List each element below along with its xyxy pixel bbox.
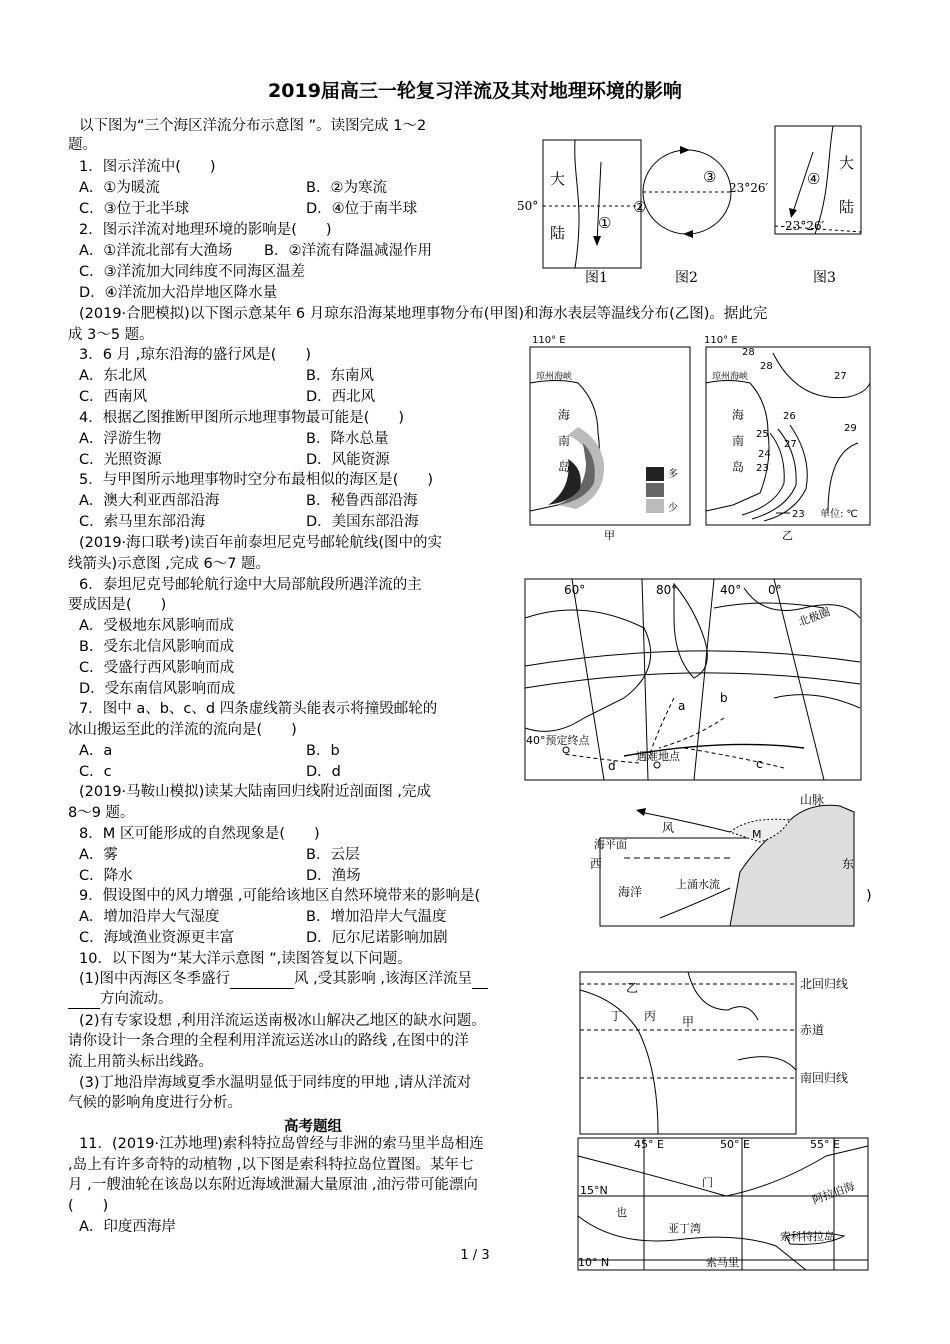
option-a: A．a — [79, 743, 113, 759]
option-a: A．受极地东风影响而成 — [79, 618, 234, 634]
option-d: D．美国东部沿海 — [306, 514, 419, 530]
option-b: B．b — [306, 743, 340, 759]
label-lat: 50° — [517, 199, 539, 213]
equator-label: 赤道 — [800, 1023, 825, 1037]
option-a: A．印度西海岸 — [79, 1219, 176, 1235]
label-ye: 也 — [616, 1206, 627, 1219]
figure-caption: 图2 — [675, 270, 698, 286]
option-a: A．①洋流北部有大渔场 — [79, 243, 233, 259]
isotherm-label: 28 — [742, 347, 755, 358]
lon-label: 45° E — [634, 1138, 664, 1151]
lon-label: 40° — [720, 583, 742, 597]
isotherm-label: 27 — [834, 371, 847, 382]
question-1: 1．图示洋流中( ) — [79, 159, 216, 175]
option-d: D．西北风 — [306, 389, 376, 405]
question-8: 8．M 区可能形成的自然现象是( ) — [79, 826, 320, 842]
label-current-3: ③ — [703, 168, 717, 186]
question-11: ,岛上有许多奇特的动植物 ,以下图是索科特拉岛位置图。某年七 — [68, 1157, 474, 1173]
option-c: C．海域渔业资源更丰富 — [79, 930, 235, 946]
isotherm-label: 26 — [783, 411, 796, 422]
question-2: 2．图示洋流对地理环境的影响是( ) — [79, 222, 332, 238]
intro-line: (2019·马鞍山模拟)读某大陆南回归线附近剖面图 ,完成 — [79, 784, 432, 800]
isotherm-label: 25 — [756, 429, 769, 440]
label-jia: 甲 — [682, 1015, 695, 1029]
option-c: C．降水 — [79, 868, 133, 884]
label-hai: 海 — [732, 408, 745, 422]
option-c: C．③位于北半球 — [79, 201, 190, 217]
q10-part: (1)图中丙海区冬季盛行 — [79, 971, 231, 987]
question-3: 3．6 月 ,琼东沿海的盛行风是( ) — [79, 347, 312, 363]
label-somali: 索马里 — [706, 1256, 739, 1269]
option-c: C．索马里东部沿海 — [79, 514, 206, 530]
label-socotra: 索科特拉岛 — [780, 1230, 835, 1243]
option-c: C．受盛行西风影响而成 — [79, 660, 235, 676]
legend-less: 少 — [668, 503, 678, 514]
label-big: 大 — [839, 154, 855, 172]
label-hai: 海 — [558, 408, 571, 422]
isotherm-label: 28 — [760, 361, 773, 372]
map-caption: 乙 — [782, 529, 793, 542]
option-d: D．④位于南半球 — [306, 201, 418, 217]
question-9: 9．假设图中的风力增强 ,可能给该地区自然环境带来的影响是( — [79, 888, 481, 904]
label-dao: 岛 — [558, 460, 571, 474]
lon-label: 50° E — [720, 1138, 750, 1151]
option-d: D．渔场 — [306, 868, 361, 884]
option-b: B．②洋流有降温减湿作用 — [264, 243, 432, 259]
arrow-d: d — [608, 759, 616, 773]
q10-part: 方向流动。 — [100, 991, 173, 1007]
label-land: 陆 — [839, 198, 855, 216]
label-nan: 南 — [732, 434, 745, 448]
isotherm-label: 29 — [844, 423, 857, 434]
option-b: B．云层 — [306, 847, 360, 863]
label-nan: 南 — [558, 434, 571, 448]
west-label: 西 — [590, 857, 603, 871]
question-10-2: 请你设计一条合理的全程利用洋流运送冰山的路线 ,在图中的洋 — [68, 1033, 469, 1049]
option-a: A．澳大利亚西部沿海 — [79, 493, 220, 509]
label-lon: 110° E — [532, 335, 566, 346]
isotherm-label: 24 — [758, 449, 771, 460]
intro-line: 8～9 题。 — [68, 805, 135, 821]
legend-more: 多 — [668, 469, 678, 480]
option-c: C．③洋流加大同纬度不同海区温差 — [79, 264, 306, 280]
label-bing: 丙 — [644, 1009, 657, 1023]
isotherm-label: 23 — [792, 509, 805, 520]
ocean-label: 海洋 — [618, 885, 643, 899]
option-b: B．增加沿岸大气温度 — [306, 909, 447, 925]
figure-ocean-currents — [515, 122, 865, 290]
label-big: 大 — [550, 170, 566, 188]
question-6: 要成因是( ) — [68, 597, 167, 613]
answer-blank[interactable] — [472, 971, 488, 989]
unit-label: 单位: ℃ — [820, 509, 858, 520]
label-current-2: ② — [633, 198, 647, 216]
option-b: B．②为寒流 — [306, 180, 387, 196]
question-11: ( ) — [68, 1198, 109, 1214]
question-11: 月 ,一艘油轮在该岛以东附近海域泄漏大量原油 ,油污带可能漂向 — [68, 1177, 478, 1193]
lat-label: 15°N — [580, 1184, 608, 1197]
answer-blank[interactable] — [68, 991, 100, 1009]
question-10: 10．以下图为“某大洋示意图 ”,读图答复以下问题。 — [79, 951, 412, 967]
wind-label: 风 — [662, 821, 675, 835]
label-men: 门 — [702, 1176, 713, 1189]
tropic-south-label: 南回归线 — [800, 1071, 849, 1085]
option-b: B．受东北信风影响而成 — [79, 639, 234, 655]
option-c: C．西南风 — [79, 389, 148, 405]
arrow-c: c — [756, 757, 763, 771]
question-10-1 — [68, 991, 173, 1009]
option-d: D．d — [306, 764, 341, 780]
option-a: A．浮游生物 — [79, 431, 162, 447]
option-b: B．降水总量 — [306, 431, 389, 447]
option-c: C．光照资源 — [79, 452, 162, 468]
option-a: A．雾 — [79, 847, 118, 863]
option-a: A．增加沿岸大气湿度 — [79, 909, 220, 925]
label-strait: 琼州海峡 — [712, 372, 749, 382]
question-10-2: 流上用箭头标出线路。 — [68, 1054, 213, 1070]
option-a: A．①为暖流 — [79, 180, 160, 196]
option-b: B．秘鲁西部沿海 — [306, 493, 418, 509]
option-b: B．东南风 — [306, 368, 374, 384]
question-11: 11．(2019·江苏地理)索科特拉岛曾经与非洲的索马里半岛相连 — [79, 1136, 484, 1152]
lon-label: 60° — [564, 583, 586, 597]
question-9-paren: ) — [866, 888, 872, 904]
figure-ocean-sketch — [578, 970, 878, 1140]
intro-line: 成 3～5 题。 — [68, 327, 154, 343]
question-10-3: (3)丁地沿岸海域夏季水温明显低于同纬度的甲地 ,请从洋流对 — [79, 1075, 472, 1091]
option-d: D．厄尔尼诺影响加剧 — [306, 930, 448, 946]
wreck-label: 遇难地点 — [636, 750, 680, 763]
label-lat: 23°26′ — [729, 181, 769, 195]
map-caption: 甲 — [604, 529, 615, 542]
answer-blank[interactable] — [230, 971, 294, 989]
upwelling-label: 上涌水流 — [676, 878, 720, 891]
q10-part: 风 ,受其影响 ,该海区洋流呈 — [294, 971, 472, 987]
label-current-4: ④ — [807, 170, 821, 188]
lon-label: 55° E — [810, 1138, 840, 1151]
intro-line: (2019·海口联考)读百年前泰坦尼克号邮轮航线(图中的实 — [79, 535, 442, 551]
intro-line: 以下图为“三个海区洋流分布示意图 ”。读图完成 1～2 — [79, 118, 427, 134]
option-d: D．④洋流加大沿岸地区降水量 — [79, 285, 278, 301]
tropic-north-label: 北回归线 — [800, 977, 849, 991]
isotherm-label: 23 — [756, 463, 769, 474]
sea-level-label: 海平面 — [594, 838, 627, 851]
label-arabian-sea: 阿拉伯海 — [810, 1179, 857, 1207]
label-land: 陆 — [550, 224, 566, 242]
label-yi: 乙 — [626, 981, 639, 995]
page-number: 1 / 3 — [460, 1248, 490, 1263]
mountain-label: 山脉 — [800, 793, 825, 807]
option-d: D．风能资源 — [306, 452, 390, 468]
label-ding: 丁 — [610, 1009, 623, 1023]
question-4: 4．根据乙图推断甲图所示地理事物最可能是( ) — [79, 410, 405, 426]
intro-line: 题。 — [68, 137, 97, 153]
label-strait: 琼州海峡 — [536, 372, 573, 382]
label-current-1: ① — [598, 214, 612, 232]
question-7: 7．图中 a、b、c、d 四条虚线箭头能表示将撞毁邮轮的 — [79, 701, 438, 717]
option-c: C．c — [79, 764, 112, 780]
label-lat: -23°26′ — [781, 219, 825, 233]
figure-caption: 图1 — [585, 270, 608, 286]
m-label: M — [752, 828, 762, 841]
lat-label: 10° N — [578, 1256, 610, 1269]
page-title: 2019届高三一轮复习洋流及其对地理环境的影响 — [268, 80, 682, 102]
east-label: 东 — [842, 857, 855, 871]
isotherm-label: 27 — [784, 439, 797, 450]
intro-line: (2019·合肥模拟)以下图示意某年 6 月琼东沿海某地理事物分布(甲图)和海水表层等温线分布(乙图)。据此完 — [79, 306, 768, 322]
question-10-2: (2)有专家设想 ,利用洋流运送南极冰山解决乙地区的缺水问题。 — [79, 1013, 486, 1029]
intro-line: 线箭头)示意图 ,完成 6～7 题。 — [68, 556, 271, 572]
lon-label: 0° — [768, 583, 782, 597]
figure-profile — [590, 792, 860, 928]
destination-label: 40°预定终点 — [526, 734, 590, 747]
label-lon: 110° E — [704, 335, 738, 346]
option-d: D．受东南信风影响而成 — [79, 681, 236, 697]
figure-hainan-maps — [528, 333, 873, 543]
question-7: 冰山搬运至此的洋流的流向是( ) — [68, 722, 297, 738]
arctic-circle-label: 北极圈 — [796, 605, 833, 629]
question-6: 6．泰坦尼克号邮轮航行途中大局部航段所遇洋流的主 — [79, 577, 422, 593]
arrow-a: a — [678, 699, 686, 713]
question-5: 5．与甲图所示地理事物时空分布最相似的海区是( ) — [79, 472, 434, 488]
lon-label: 80° — [656, 583, 678, 597]
question-10-1 — [79, 971, 488, 989]
figure-titanic-map — [524, 578, 864, 783]
label-aden: 亚丁湾 — [668, 1222, 701, 1235]
arrow-b: b — [720, 691, 728, 705]
label-dao: 岛 — [732, 460, 745, 474]
question-10-3: 气候的影响角度进行分析。 — [68, 1095, 242, 1111]
section-heading: 高考题组 — [284, 1119, 342, 1135]
option-a: A．东北风 — [79, 368, 147, 384]
figure-caption: 图3 — [813, 270, 836, 286]
